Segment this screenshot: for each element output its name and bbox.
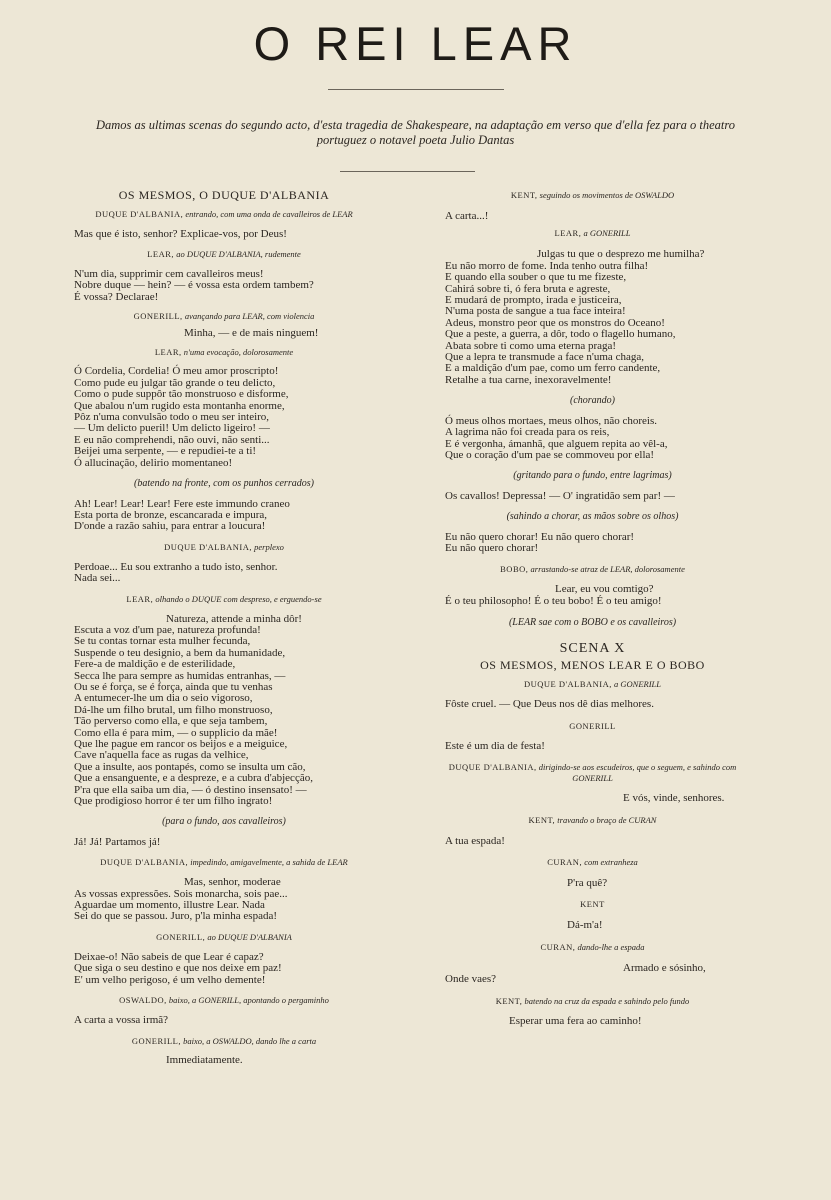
verse-line: A lagrima não foi creada para os reis, — [445, 426, 610, 439]
verse-line: Esperar uma fera ao caminho! — [509, 1014, 642, 1027]
verse-line: Este é um dia de festa! — [445, 739, 545, 752]
stage-direction: GONERILL, ao DUQUE D'ALBANIA — [156, 931, 292, 942]
verse-line: Abata sobre ti como uma eterna praga! — [445, 339, 617, 352]
stage-direction: BOBO, arrastando-se atraz de LEAR, dolorosamente — [500, 564, 685, 575]
verse-line: Dá-m'a! — [567, 919, 603, 932]
verse-line: Eu não quero chorar! Eu não quero chorar! — [445, 530, 635, 543]
verse-line: Immediatamente. — [166, 1053, 243, 1066]
stage-direction: LEAR, olhando o DUQUE com despreso, e erguendo-se — [126, 593, 322, 604]
verse-line: A carta...! — [445, 210, 489, 222]
stage-direction: OSWALDO, baixo, a GONERILL, apontando o pergaminho — [119, 995, 329, 1006]
verse-line: Nobre duque — hein? — é vossa esta ordem tambem? — [74, 279, 314, 292]
verse-line: Julgas tu que o desprezo me humilha? — [537, 248, 705, 261]
verse-line: Que lhe pague em rancor os beijos e a meiguice, — [74, 738, 288, 750]
stage-direction: GONERILL — [569, 720, 616, 731]
verse-line: N'um dia, supprimir cem cavalleiros meus! — [74, 267, 264, 280]
verse-line: Secca lhe para sempre as humidas entranhas, — — [74, 669, 286, 682]
verse-line: E' um velho perigoso, é um velho demente! — [74, 973, 266, 986]
title-divider — [328, 89, 504, 90]
verse-line: Aguardae um momento, illustre Lear. Nada — [74, 899, 265, 912]
verse-line: Ah! Lear! Lear! Lear! Fere este immundo craneo — [74, 497, 290, 510]
stage-direction: LEAR, n'uma evocação, dolorosamente — [154, 347, 294, 358]
verse-line: N'uma posta de sangue a tua face inteira! — [445, 305, 626, 318]
verse-line: Mas que é isto, senhor? Explicae-vos, por Deus! — [74, 228, 287, 241]
verse-line: É o teu philosopho! É o teu bobo! É o teu amigo! — [445, 594, 662, 607]
verse-line: Eu não quero chorar! — [445, 541, 539, 554]
verse-line: Onde vaes? — [445, 973, 497, 986]
verse-line: E a maldição d'um pae, como um ferro candente, — [445, 362, 661, 375]
stage-direction: DUQUE D'ALBANIA, perplexo — [164, 541, 284, 552]
verse-line: Eu não morro de fome. Inda tenho outra filha! — [445, 259, 649, 272]
verse-line: P'ra que ella saiba um dia, — ó destino insensato! — — [74, 783, 307, 796]
verse-line: As vossas expressões. Sois monarcha, sois pae... — [74, 887, 288, 900]
verse-line: Minha, — e de mais ninguem! — [184, 327, 319, 340]
verse-line: Adeus, monstro peor que os monstros do Oceano! — [445, 316, 665, 329]
verse-line: Cahirá sobre ti, ó fera bruta e agreste, — [445, 282, 611, 295]
verse-line: Como ella é para mim, — o supplicio da mãe! — [74, 726, 278, 739]
verse-line: Ó allucinação, delirio momentaneo! — [74, 456, 233, 469]
scene-heading: SCENA X — [559, 640, 626, 656]
verse-line: Fere-a de maldição e de esterilidade, — [74, 658, 236, 671]
verse-line: É vossa? Declarae! — [74, 290, 159, 303]
intro-divider — [340, 171, 475, 172]
verse-line: Que abalou n'um rugido esta montanha enorme, — [74, 399, 285, 412]
stage-direction: DUQUE D'ALBANIA, a GONERILL — [523, 679, 662, 690]
stage-direction: LEAR, a GONERILL — [554, 228, 631, 239]
verse-line: D'onde a razão sahiu, para entrar a loucura! — [74, 520, 266, 533]
verse-line: Os cavallos! Depressa! — O' ingratidão sem par! — — [445, 489, 675, 502]
verse-line: Que a insulte, aos pontapés, como se insulta um cão, — [74, 760, 306, 773]
verse-line: Mas, senhor, moderae — [184, 876, 281, 889]
verse-line: Dá-lhe um filho brutal, um filho monstruoso, — [74, 703, 273, 716]
verse-line: Nada sei... — [74, 572, 121, 585]
verse-line: Cave n'aquella face as rugas da velhice, — [74, 749, 249, 762]
verse-line: Que a lepra te transmude a face n'uma chaga, — [445, 351, 644, 364]
verse-line: Ó Cordelia, Cordelia! Ó meu amor proscripto! — [74, 365, 279, 378]
verse-line: Que siga o seu destino e que nos deixe em paz! — [74, 962, 282, 975]
verse-line: Que o coração d'um pae se commoveu por ella! — [445, 448, 655, 461]
verse-line: — Um delicto pueril! Um delicto ligeiro! — — [74, 422, 270, 435]
verse-line: Escuta a voz d'um pae, natureza profunda! — [74, 623, 261, 636]
verse-line: E quando ella souber o que tu me fizeste, — [445, 271, 627, 284]
stage-direction: KENT, seguindo os movimentos de OSWALDO — [510, 190, 675, 200]
verse-line: Suspende o teu designio, a bem da humanidade, — [74, 646, 286, 659]
verse-line: Se tu contas tornar esta mulher fecunda, — [74, 635, 251, 648]
stage-direction: DUQUE D'ALBANIA, impedindo, amigavelmente, a sahida de LEAR — [100, 857, 348, 868]
stage-direction: LEAR, ao DUQUE D'ALBANIA, rudemente — [147, 248, 301, 259]
stage-direction: (sahindo a chorar, as mãos sobre os olhos) — [506, 511, 679, 523]
stage-direction: (gritando para o fundo, entre lagrimas) — [513, 470, 672, 482]
stage-direction: (para o fundo, aos cavalleiros) — [162, 816, 286, 828]
stage-direction: KENT, travando o braço de CURAN — [528, 814, 657, 825]
verse-line: Perdoae... Eu sou extranho a tudo isto, senhor. — [74, 560, 278, 573]
verse-line: Beijei uma serpente, — e repudiei-te a ti! — [74, 445, 257, 458]
stage-direction: GONERILL, baixo, a OSWALDO, dando lhe a carta — [131, 1035, 317, 1046]
stage-direction: DUQUE D'ALBANIA, entrando, com uma onda de cavalleiros de LEAR — [95, 209, 353, 220]
scene-cast-heading: OS MESMOS, O DUQUE D'ALBANIA — [118, 188, 330, 202]
stage-direction: KENT, batendo na cruz da espada e sahindo pelo fundo — [495, 995, 690, 1006]
verse-line: Retalhe a tua carne, inexoravelmente! — [445, 373, 612, 386]
verse-line: Que a peste, a guerra, a dôr, todo o flagello humano, — [445, 328, 676, 341]
verse-line: E é vergonha, ámanhã, que alguem repita ao vêl-a, — [445, 437, 668, 450]
intro-paragraph: Damos as ultimas scenas do segundo acto, d'esta tragedia de Shakespeare, na adaptação em verso que d'ella fez para o theatro portuguez o notavel poeta Julio Dantas — [95, 118, 736, 147]
stage-direction: (LEAR sae com o BOBO e os cavalleiros) — [508, 617, 677, 629]
page-title: O REI LEAR — [253, 17, 578, 70]
verse-line: Fôste cruel. — Que Deus nos dê dias melhores. — [445, 698, 654, 711]
verse-line: E mudará de prompto, irada e justiceira, — [445, 294, 622, 307]
verse-line: Esta porta de bronze, escancarada e impura, — [74, 508, 268, 521]
stage-direction: KENT — [580, 899, 605, 910]
stage-direction: (batendo na fronte, com os punhos cerrados) — [134, 478, 314, 490]
verse-line: Ó meus olhos mortaes, meus olhos, não choreis. — [445, 414, 658, 427]
verse-line: Que a ensanguente, e a despreze, e a cubra d'abjecção, — [74, 772, 313, 785]
verse-line: Armado e sósinho, — [623, 961, 706, 974]
left-column — [74, 190, 374, 1066]
verse-line: Como o pude suppôr tão monstruoso e disforme, — [74, 388, 289, 401]
verse-line: Lear, eu vou comtigo? — [555, 583, 654, 596]
verse-line: A entumecer-lhe um dia o seio vigoroso, — [74, 692, 253, 705]
verse-line: Tão perverso como ella, e que seja tambem, — [74, 715, 268, 728]
stage-direction: GONERILL, avançando para LEAR, com violencia — [133, 311, 315, 322]
right-column — [445, 190, 740, 1027]
verse-line: Deixae-o! Não sabeis de que Lear é capaz? — [74, 950, 264, 963]
scene-cast-heading: OS MESMOS, MENOS LEAR E O BOBO — [480, 657, 705, 672]
stage-direction: DUQUE D'ALBANIA, dirigindo-se aos escudeiros, que o seguem, e sahindo com GONERILL — [448, 762, 737, 784]
verse-line: Sei do que se passou. Juro, p'la minha espada! — [74, 910, 277, 923]
verse-line: A carta a vossa irmã? — [74, 1014, 169, 1027]
stage-direction: CURAN, com extranheza — [547, 857, 638, 867]
verse-line: Pôz n'uma convulsão todo o meu ser inteiro, — [74, 411, 270, 424]
stage-direction: CURAN, dando-lhe a espada — [540, 941, 645, 952]
verse-line: Já! Já! Partamos já! — [74, 835, 161, 848]
verse-line: Natureza, attende a minha dôr! — [166, 612, 302, 625]
verse-line: Como pude eu julgar tão grande o teu delicto, — [74, 376, 276, 389]
verse-line: E vós, vinde, senhores. — [623, 792, 725, 805]
stage-direction: (chorando) — [570, 395, 615, 407]
verse-line: A tua espada! — [445, 834, 505, 847]
verse-line: Que prodigioso horror é ter um filho ingrato! — [74, 795, 273, 808]
verse-line: Ou se é força, se é força, ainda que tu venhas — [74, 680, 273, 693]
verse-line: E eu não comprehendi, não ouvi, não senti... — [74, 433, 270, 446]
verse-line: P'ra quê? — [567, 877, 608, 889]
